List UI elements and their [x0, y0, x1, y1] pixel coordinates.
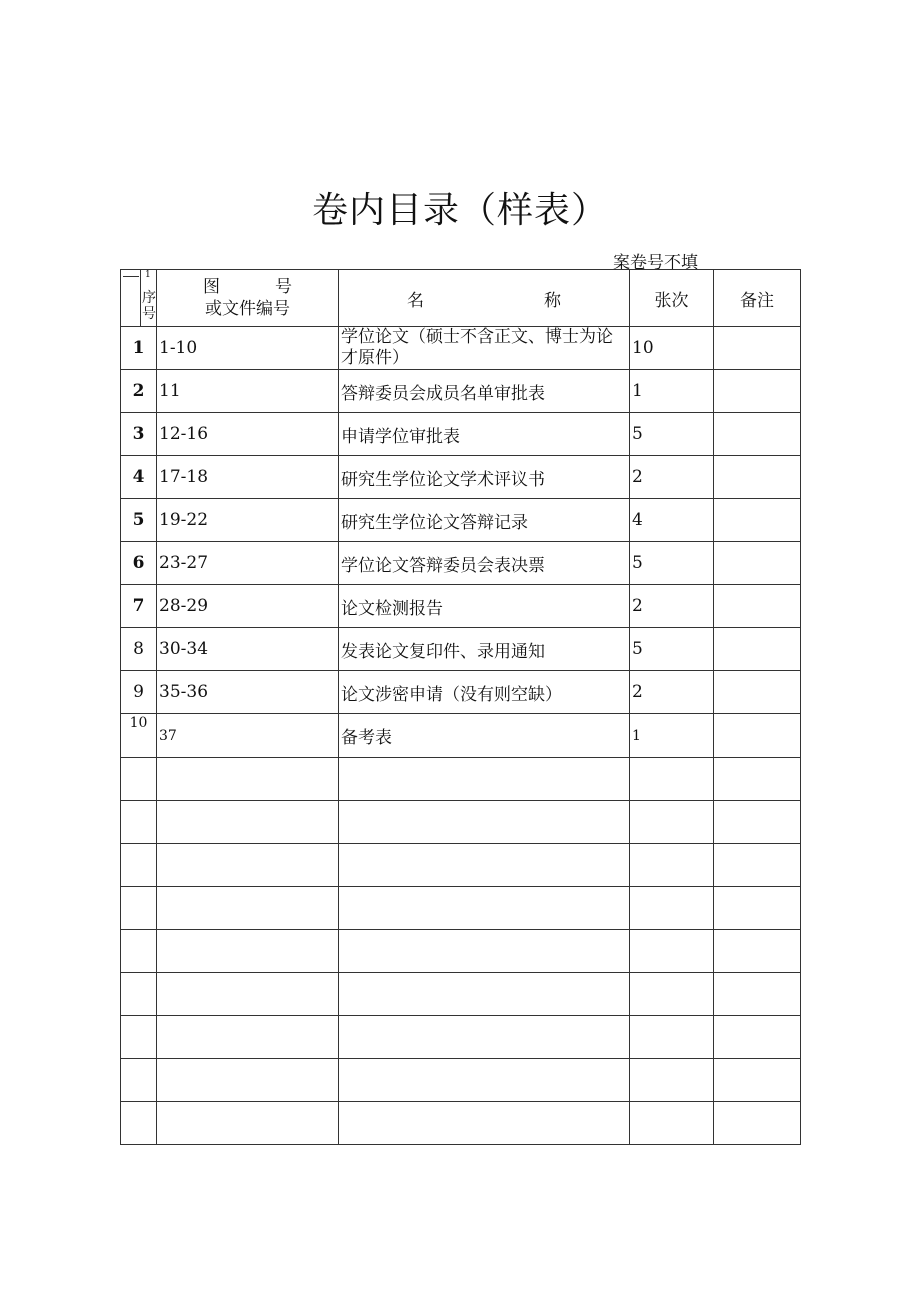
- row-remarks: [714, 585, 801, 628]
- row-remarks: [714, 628, 801, 671]
- row-pages: 2: [630, 671, 714, 714]
- column-header-name: [339, 270, 630, 327]
- row-remarks: [714, 671, 801, 714]
- row-name: 学位论文答辩委员会表决票: [339, 542, 630, 585]
- row-name: 发表论文复印件、录用通知: [339, 628, 630, 671]
- row-doc-number: 35-36: [157, 671, 339, 714]
- table-row: [121, 456, 801, 499]
- row-pages: 4: [630, 499, 714, 542]
- table-row: [121, 628, 801, 671]
- row-pages: 5: [630, 628, 714, 671]
- row-doc-number: 23-27: [157, 542, 339, 585]
- row-doc-number: 19-22: [157, 499, 339, 542]
- table-row-empty: [121, 887, 801, 930]
- row-name: 答辩委员会成员名单审批表: [339, 370, 630, 413]
- row-doc-number: 11: [157, 370, 339, 413]
- row-number: 4: [121, 456, 157, 499]
- row-pages: 1: [630, 714, 714, 758]
- volume-number-value: 不填: [664, 253, 698, 273]
- page-title: 卷内目录（样表）: [311, 190, 608, 231]
- row-number: 2: [121, 370, 157, 413]
- header-dash-mark: [123, 276, 139, 277]
- row-doc-number: 37: [157, 714, 339, 758]
- header-doc-word-1: 图: [203, 277, 220, 297]
- column-header-document: [157, 270, 339, 327]
- table-row: [121, 542, 801, 585]
- row-name: 论文检测报告: [339, 585, 630, 628]
- row-pages: 5: [630, 542, 714, 585]
- header-number-label: 序号: [142, 290, 156, 322]
- header-divider-line: [140, 270, 141, 326]
- row-number: 1: [121, 327, 157, 370]
- row-remarks: [714, 370, 801, 413]
- row-pages: 2: [630, 456, 714, 499]
- table-row-empty: [121, 1016, 801, 1059]
- row-number: 7: [121, 585, 157, 628]
- row-number: 8: [121, 628, 157, 671]
- table-row: [121, 671, 801, 714]
- row-doc-number: 1-10: [157, 327, 339, 370]
- row-remarks: [714, 714, 801, 758]
- volume-number-label: 案卷号: [613, 253, 664, 273]
- row-remarks: [714, 456, 801, 499]
- row-remarks: [714, 327, 801, 370]
- table-row: [121, 585, 801, 628]
- row-pages: 10: [630, 327, 714, 370]
- row-pages: 2: [630, 585, 714, 628]
- row-name: 申请学位审批表: [339, 413, 630, 456]
- table-row-empty: [121, 758, 801, 801]
- row-name: 论文涉密申请（没有则空缺）: [339, 671, 630, 714]
- row-doc-number: 28-29: [157, 585, 339, 628]
- column-header-number: [121, 270, 157, 327]
- row-name: 研究生学位论文学术评议书: [339, 456, 630, 499]
- row-pages: 5: [630, 413, 714, 456]
- catalog-table: [120, 269, 801, 1145]
- table-row-empty: [121, 844, 801, 887]
- table-row-empty: [121, 1059, 801, 1102]
- header-name-word-2: 称: [544, 290, 561, 311]
- table-header-row: [121, 270, 801, 327]
- row-number: 9: [121, 671, 157, 714]
- row-name: 研究生学位论文答辩记录: [339, 499, 630, 542]
- column-header-remarks: 备注: [714, 270, 801, 327]
- row-name: 学位论文（硕士不含正文、博士为论才原件）: [339, 327, 630, 370]
- row-remarks: [714, 413, 801, 456]
- table-row: [121, 370, 801, 413]
- row-pages: 1: [630, 370, 714, 413]
- column-header-pages: 张次: [630, 270, 714, 327]
- header-name-word-1: 名: [407, 290, 424, 311]
- row-number: 5: [121, 499, 157, 542]
- table-row: [121, 499, 801, 542]
- row-remarks: [714, 542, 801, 585]
- table-row-empty: [121, 973, 801, 1016]
- row-doc-number: 17-18: [157, 456, 339, 499]
- header-doc-line-2: 或文件编号: [205, 299, 290, 319]
- table-row-empty: [121, 1102, 801, 1145]
- table-row-empty: [121, 801, 801, 844]
- row-doc-number: 12-16: [157, 413, 339, 456]
- row-number: 6: [121, 542, 157, 585]
- table-row-empty: [121, 930, 801, 973]
- header-tick-mark: 1: [145, 270, 151, 280]
- table-row: [121, 714, 801, 758]
- header-doc-word-2: 号: [275, 277, 292, 297]
- table-row: [121, 413, 801, 456]
- row-number: 3: [121, 413, 157, 456]
- row-remarks: [714, 499, 801, 542]
- row-name: 备考表: [339, 714, 630, 758]
- table-row: [121, 327, 801, 370]
- row-number: 10: [121, 714, 157, 758]
- row-doc-number: 30-34: [157, 628, 339, 671]
